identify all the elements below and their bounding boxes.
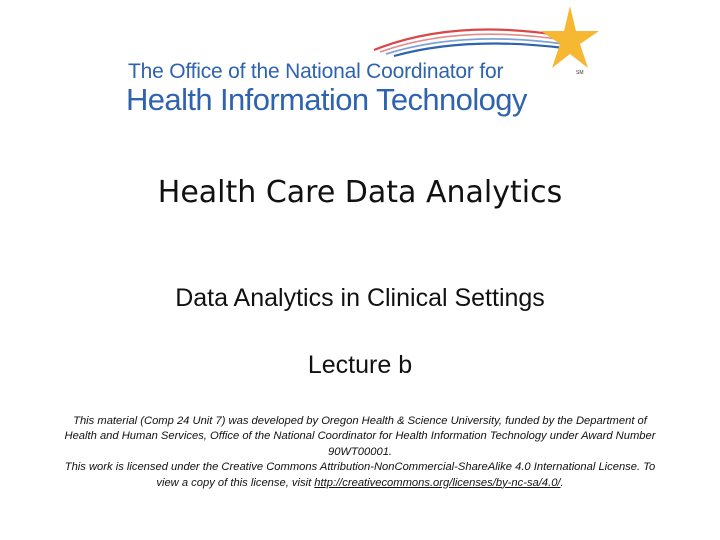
service-mark: SM [576,70,584,76]
lecture-label: Lecture b [307,351,413,379]
logo-line-1: The Office of the National Coordinator for [128,60,504,83]
license-text: This work is licensed under the Creative Commons Attribution-NonCommercial-ShareAlike 4.0 International License. To view a copy of this license, visit [64,461,656,489]
license-statement [62,460,658,491]
license-link[interactable]: http://creativecommons.org/licenses/by-nc-sa/4.0/ [314,476,561,489]
slide-title: Health Care Data Analytics [157,175,563,210]
slide-subtitle: Data Analytics in Clinical Settings [175,284,545,312]
attribution-text [62,414,658,491]
funding-statement: This material (Comp 24 Unit 7) was developed by Oregon Health & Science University, funded by the Department of Health and Human Services, Office of the National Coordinator for Health Information Technology under Award Number 90WT00001. [64,415,656,458]
license-text-end: . [560,476,564,489]
onc-logo [124,4,604,122]
logo-line-2: Health Information Technology [126,82,527,117]
